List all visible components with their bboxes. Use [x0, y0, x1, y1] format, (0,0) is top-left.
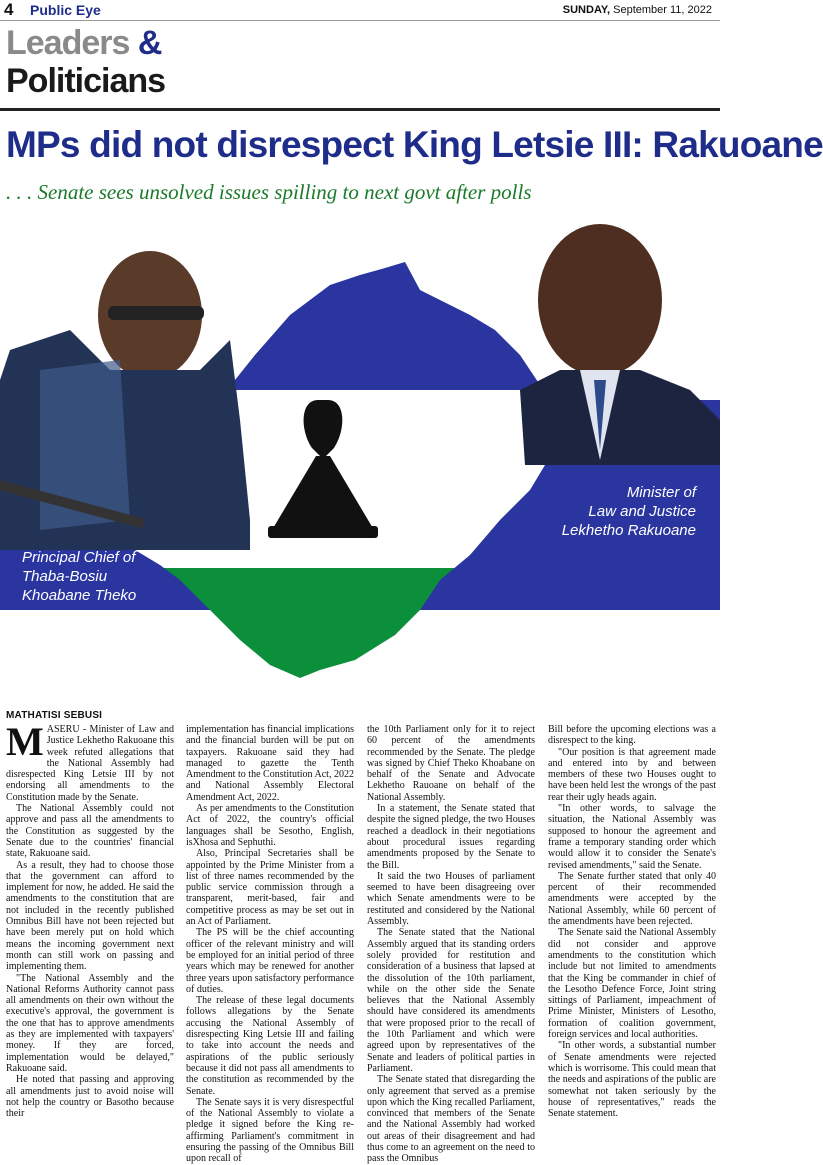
headline: MPs did not disrespect King Letsie III: Rakuoane — [6, 124, 823, 165]
section-title — [6, 24, 165, 100]
dropcap: M — [6, 719, 44, 764]
article-column-1 — [6, 719, 174, 1120]
caption-left — [22, 548, 136, 605]
subheadline: . . . Senate sees unsolved issues spilling to next govt after polls — [6, 180, 532, 204]
paragraph: The Senate stated that the National Assembly argued that its standing orders solely provided for restitution and consideration of a business that lapsed at the dissolution of the 10th parliament, while on the other side the Senate believes that the National Assembly should have considered its amendments that were proposed prior to the recall of the 10th Parliament and which were agreed upon by representatives of the Senate and leaders of political parties in Parliament. — [367, 927, 535, 1074]
paragraph: The PS will be the chief accounting officer of the relevant ministry and will be employed for an initial period of three years which may be renewed for another three years upon satisfactory performance of duties. — [186, 927, 354, 995]
paragraph: The National Assembly could not approve and pass all the amendments to the Constitution as suggested by the Senate due to the countries' financial state, Rakuoane said. — [6, 803, 174, 860]
paragraph: the 10th Parliament only for it to reject 60 percent of the amendments recommended by the Senate. The pledge was signed by Chief Theko Khoabane on behalf of the Senate and Advocate Lekhetho Rauoane on behalf of the National Assembly. — [367, 724, 535, 803]
article-column-4 — [548, 724, 716, 1119]
paragraph: He noted that passing and approving all amendments just to avoid noise will not help the country or Basotho because their — [6, 1074, 174, 1120]
paragraph: "Our position is that agreement made and entered into by and between members of these two Houses ought to have been held lest the wrongs of the past rear their ugly heads again. — [548, 746, 716, 803]
issue-date — [563, 0, 712, 20]
paragraph: The Senate further stated that only 40 percent of their recommended amendments were accepted by the National Assembly, while 60 percent of the amendments have been rejected. — [548, 870, 716, 928]
section-divider — [0, 108, 720, 111]
caption-right — [562, 483, 696, 540]
paragraph: "In other words, a substantial number of Senate amendments were rejected which is worrisome. This could mean that the needs and aspirations of the public are somewhat not taken seriously by the house of representatives," reads the Senate statement. — [548, 1040, 716, 1120]
paragraph: As per amendments to the Constitution Act of 2022, the country's official languages shall be Sesotho, English, isXhosa and Sephuthi. — [186, 803, 354, 848]
page-number: 4 — [4, 0, 14, 19]
paragraph: The release of these legal documents follows allegations by the Senate accusing the National Assembly of disrespecting King Letsie III and failing to take into account the needs and aspirations of the public seriously because it did not pass all amendments to the constitution as recommended by the Senate. — [186, 995, 354, 1097]
caption-right-line: Lekhetho Rakuoane — [561, 522, 696, 539]
paragraph: The Senate said the National Assembly did not consider and approve amendments to the constitution which include but not limited to amendments that the King be commander in chief of the Lesotho Defence Force, Joint string sittings of Parliament, impeachment of Prime Minister, Ministers of Lesotho, formation of coalition government, foreign services and local authorities. — [548, 927, 716, 1041]
caption-left-line: Thaba-Bosiu — [22, 568, 108, 585]
section-ampersand: & — [137, 24, 162, 62]
paragraph: Also, Principal Secretaries shall be appointed by the Prime Minister from a list of three names recommended by the public service commission through a transparent, merit-based, fair and competitive process as may be set out in an Act of Parliament. — [186, 848, 354, 928]
feature-photo-collage — [0, 220, 720, 690]
issue-date-text: September 11, 2022 — [613, 4, 712, 16]
caption-right-line: Law and Justice — [588, 503, 696, 520]
paragraph: It said the two Houses of parliament seemed to have been disagreeing over which Senate amendments were to be restituted and considered by the National Assembly. — [367, 870, 535, 928]
caption-right-line: Minister of — [626, 484, 696, 501]
right-person-photo — [520, 224, 720, 465]
paragraph: The Senate stated that disregarding the only agreement that served as a premise upon which the King recalled Parliament, convinced that members of the Senate and the National Assembly had worked out areas of their disagreement and had thus come to an agreement on the need to pass the Omnibus — [367, 1074, 535, 1165]
paragraph: "The National Assembly and the National Reforms Authority cannot pass all amendments on their own without the executive's approval, the government is the one that has to approve amendments as they are implemented with taxpayers' money. If they are forced, implementation would be delayed," Rakuoane said. — [6, 972, 174, 1074]
section-word-politicians: Politicians — [6, 62, 166, 100]
publication-name: Public Eye — [30, 2, 101, 18]
paragraph: As a result, they had to choose those that the government can afford to implement for now, he added. He said the amendments to the constitution that are not included in the recently published Omnibus Bill have not been rejected but have been merely put on hold which means the incoming government next month can still work on passing and implementing them. — [6, 859, 174, 973]
masthead-bar — [0, 0, 720, 21]
article-column-2 — [186, 724, 354, 1165]
caption-left-line: Principal Chief of — [22, 549, 136, 566]
paragraph: "In other words, to salvage the situation, the National Assembly was supposed to honour the agreement and frame a temporary standing order which would allow it to consider the Senate's revised amendments," said the Senate. — [548, 803, 716, 871]
paragraph: In a statement, the Senate stated that despite the signed pledge, the two Houses reached a deadlock in their negotiations about procedural issues regarding amendments proposed by the Senate to the Bill. — [367, 803, 535, 871]
article-column-3 — [367, 724, 535, 1165]
paragraph: The Senate says it is very disrespectful of the National Assembly to violate a pledge it signed before the King re-affirming Parliament's commitment in ensuring the passing of the Omnibus Bill upon recall of — [186, 1096, 354, 1165]
left-person-photo — [0, 251, 250, 550]
paragraph: MASERU - Minister of Law and Justice Lekhetho Rakuoane this week refuted allegations that the National Assembly had disrespected King Letsie III by not endorsing all amendments to the Constitution made by the Senate. — [6, 719, 174, 803]
article-body — [6, 719, 716, 1165]
byline: MATHATISI SEBUSI — [6, 710, 103, 721]
issue-day: SUNDAY, — [562, 4, 611, 16]
caption-left-line: Khoabane Theko — [22, 587, 137, 604]
paragraph: implementation has financial implications and the financial burden will be put on taxpayers. Rakuoane said they had managed to gazette the Tenth Amendment to the Constitution Act, 2022 and National Assembly Electoral Amendment Act, 2022. — [186, 724, 355, 803]
section-word-leaders: Leaders — [6, 24, 130, 62]
paragraph: Bill before the upcoming elections was a disrespect to the king. — [548, 724, 716, 747]
